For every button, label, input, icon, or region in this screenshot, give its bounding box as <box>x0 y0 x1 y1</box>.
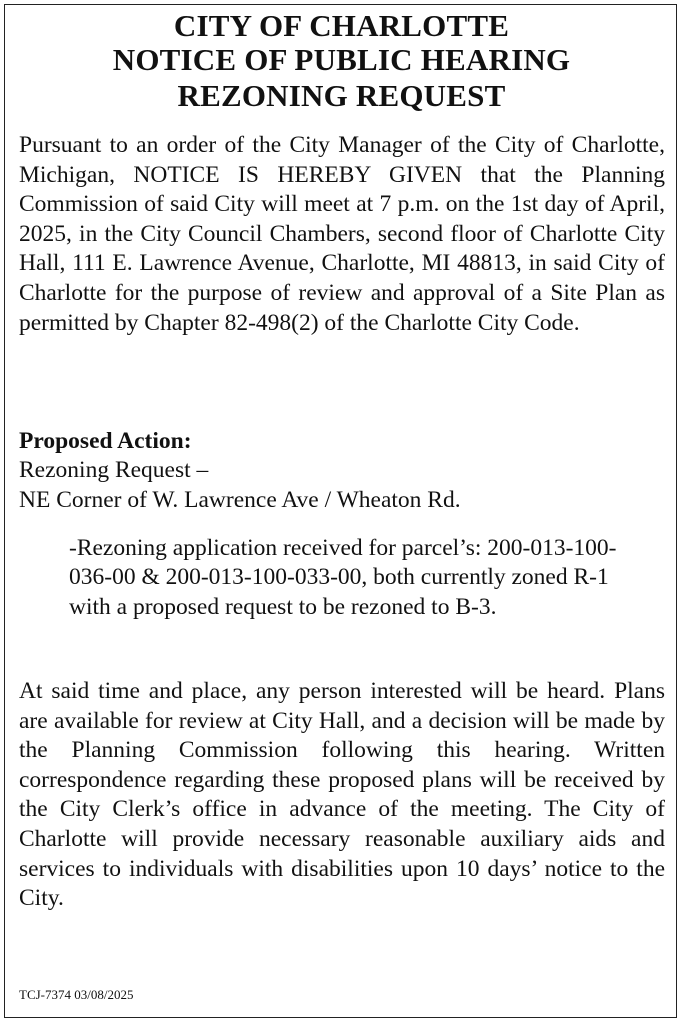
hearing-details-paragraph: At said time and place, any person interested will be heard. Plans are available for review at City Hall, and a decision will be made by the Planning Commission following this hearing. Written correspondence regarding these proposed plans will be received by the City Clerk’s office in advance of the meeting. The City of Charlotte will provide necessary reasonable auxiliary aids and services to individuals with disabilities upon 10 days’ notice to the City. <box>19 678 665 912</box>
notice-title-rezoning: REZONING REQUEST <box>177 78 506 113</box>
proposed-action-request: Rezoning Request – <box>19 457 209 483</box>
proposed-action-location: NE Corner of W. Lawrence Ave / Wheaton Rd. <box>19 487 461 513</box>
proposed-action-heading: Proposed Action: <box>19 428 192 454</box>
notice-title-city: CITY OF CHARLOTTE <box>173 8 510 43</box>
intro-paragraph: Pursuant to an order of the City Manager of the City of Charlotte, Michigan, NOTICE IS HEREBY GIVEN that the Planning Commission of said City will meet at 7 p.m. on the 1st day of April, 2025, in the City Council Chambers, second floor of Charlotte City Hall, 111 E. Lawrence Avenue, Charlotte, MI 48813, in said City of Charlotte for the purpose of review and approval of a Site Plan as permitted by Chapter 82-498(2) of the Charlotte City Code. <box>19 132 665 336</box>
rezoning-detail: -Rezoning application received for parcel’s: 200-013-100-036-00 & 200-013-100-033-00, both currently zoned R-1 with a proposed request to be rezoned to B-3. <box>69 535 617 620</box>
publication-reference: TCJ-7374 03/08/2025 <box>19 987 134 1002</box>
notice-title-hearing: NOTICE OF PUBLIC HEARING <box>112 42 571 77</box>
